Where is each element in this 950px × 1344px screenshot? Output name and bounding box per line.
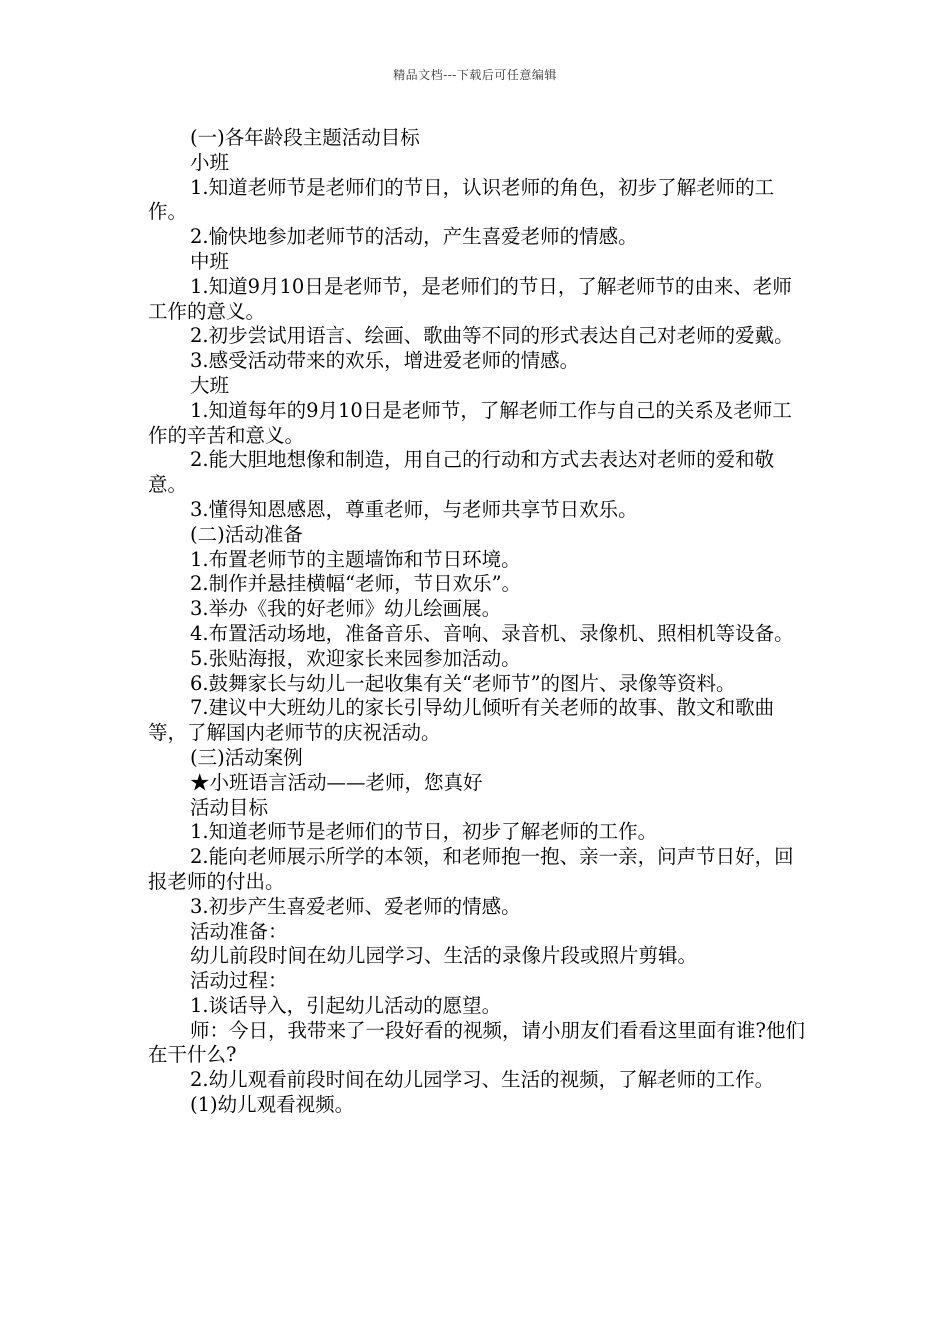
subheading: 小班 xyxy=(190,150,230,174)
activity-title: ★小班语言活动——老师，您真好 xyxy=(190,770,483,794)
paragraph: 4.布置活动场地，准备音乐、音响、录音机、录像机、照相机等设备。 xyxy=(190,621,794,645)
paragraph: 7.建议中大班幼儿的家长引导幼儿倾听有关老师的故事、散文和歌曲等，了解国内老师节的庆祝活动。 xyxy=(148,696,775,745)
paragraph: 1.知道每年的9月10日是老师节，了解老师工作与自己的关系及老师工作的辛苦和意义。 xyxy=(148,398,792,447)
section-heading: (二)活动准备 xyxy=(190,522,303,546)
paragraph: 3.举办《我的好老师》幼儿绘画展。 xyxy=(190,597,502,621)
paragraph: 2.初步尝试用语言、绘画、歌曲等不同的形式表达自己对老师的爱戴。 xyxy=(190,324,794,348)
paragraph: 1.知道老师节是老师们的节日，初步了解老师的工作。 xyxy=(190,820,658,844)
section-heading: (三)活动案例 xyxy=(190,745,303,769)
subheading: 活动目标 xyxy=(190,795,269,819)
subheading: 大班 xyxy=(190,373,230,397)
document-body xyxy=(148,126,810,1118)
subheading: 活动过程： xyxy=(190,969,288,993)
paragraph: 2.能向老师展示所学的本领，和老师抱一抱、亲一亲，问声节日好，回报老师的付出。 xyxy=(148,845,794,893)
paragraph: 3.懂得知恩感恩，尊重老师，与老师共享节日欢乐。 xyxy=(190,497,638,521)
subheading: 中班 xyxy=(190,249,230,273)
page-header: 精品文档---下载后可任意编辑 xyxy=(393,68,557,82)
paragraph: 2.制作并悬挂横幅“老师，节日欢乐”。 xyxy=(190,572,522,596)
subheading: 活动准备： xyxy=(190,919,288,943)
paragraph: 2.幼儿观看前段时间在幼儿园学习、生活的视频，了解老师的工作。 xyxy=(190,1068,775,1092)
paragraph: 1.知道9月10日是老师节，是老师们的节日，了解老师节的由来、老师工作的意义。 xyxy=(148,274,792,323)
paragraph: 3.感受活动带来的欢乐，增进爱老师的情感。 xyxy=(190,349,580,373)
paragraph: 幼儿前段时间在幼儿园学习、生活的录像片段或照片剪辑。 xyxy=(190,944,698,968)
paragraph: 1.知道老师节是老师们的节日，认识老师的角色，初步了解老师的工作。 xyxy=(148,175,775,224)
paragraph: 5.张贴海报，欢迎家长来园参加活动。 xyxy=(190,646,521,670)
paragraph: 2.愉快地参加老师节的活动，产生喜爱老师的情感。 xyxy=(190,225,638,249)
paragraph: (1)幼儿观看视频。 xyxy=(190,1093,355,1117)
paragraph: 3.初步产生喜爱老师、爱老师的情感。 xyxy=(190,894,521,918)
paragraph: 师：今日，我带来了一段好看的视频，请小朋友们看看这里面有谁?他们在干什么? xyxy=(148,1018,805,1067)
paragraph: 2.能大胆地想像和制造，用自己的行动和方式去表达对老师的爱和敬意。 xyxy=(148,448,775,497)
paragraph: 6.鼓舞家长与幼儿一起收集有关“老师节”的图片、录像等资料。 xyxy=(190,671,736,695)
section-heading: (一)各年龄段主题活动目标 xyxy=(190,126,420,149)
paragraph: 1.布置老师节的主题墙饰和节日环境。 xyxy=(190,547,521,571)
paragraph: 1.谈话导入，引起幼儿活动的愿望。 xyxy=(190,993,502,1017)
